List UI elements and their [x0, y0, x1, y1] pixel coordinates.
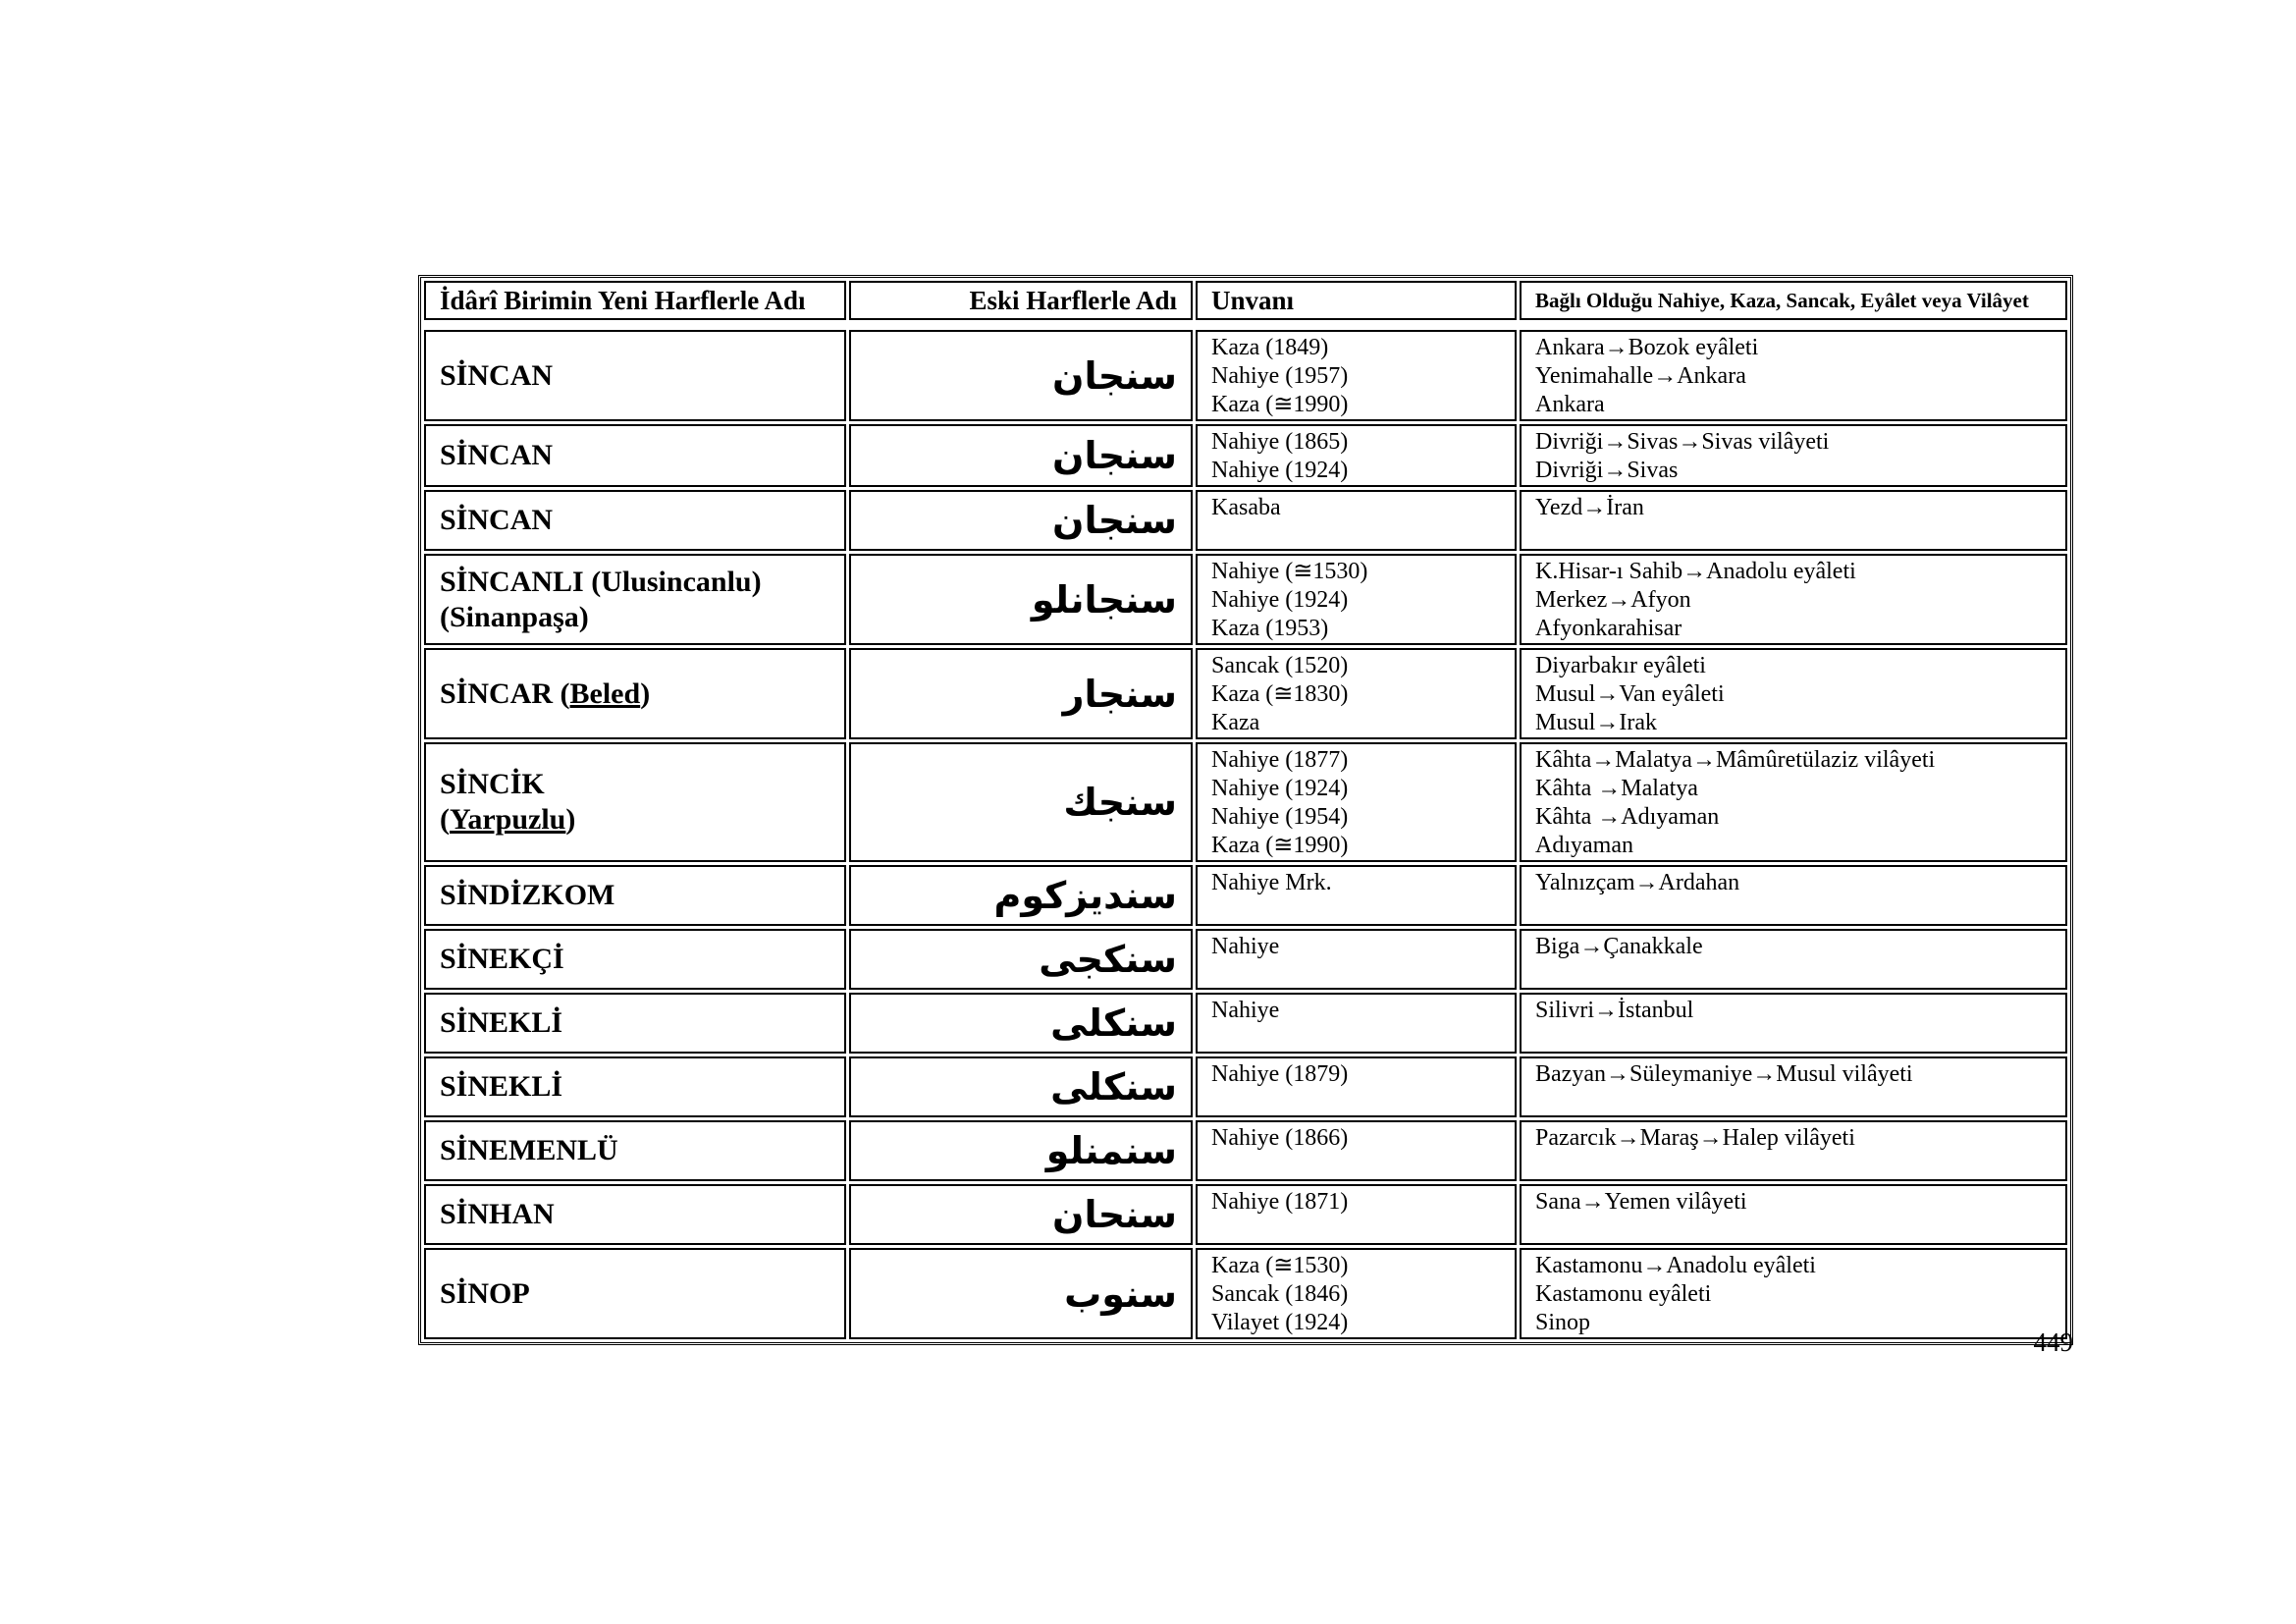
old-name-cell: سنكلى — [849, 993, 1193, 1054]
name-underlined: Yarpuzlu — [450, 803, 566, 836]
table-row — [424, 330, 2067, 421]
affiliation-line: K.Hisar-ı Sahib→Anadolu eyâleti — [1535, 559, 1856, 584]
new-name-cell: SİNCAN — [424, 424, 846, 487]
affiliation-line: Biga→Çanakkale — [1535, 934, 1703, 959]
affiliation-cell — [1520, 1248, 2067, 1339]
header-new-name: İdârî Birimin Yeni Harflerle Adı — [424, 281, 846, 320]
title-line: Kaza (≅1990) — [1211, 392, 1349, 417]
affiliation-cell — [1520, 424, 2067, 487]
table-row — [424, 929, 2067, 990]
old-name-cell: سنكلى — [849, 1056, 1193, 1117]
title-line: Nahiye (1924) — [1211, 776, 1349, 801]
new-name-cell — [424, 554, 846, 645]
affiliation-line: Kastamonu eyâleti — [1535, 1281, 1712, 1307]
affiliation-line: Divriği→Sivas→Sivas vilâyeti — [1535, 429, 1830, 455]
affiliation-cell — [1520, 993, 2067, 1054]
title-cell — [1196, 865, 1517, 926]
affiliation-line: Kâhta →Malatya — [1535, 776, 1698, 801]
title-line: Nahiye (1924) — [1211, 458, 1349, 483]
title-line: Kaza (≅1830) — [1211, 681, 1349, 707]
title-cell — [1196, 929, 1517, 990]
table-row — [424, 648, 2067, 739]
affiliation-cell — [1520, 554, 2067, 645]
old-name-cell: سنجار — [849, 648, 1193, 739]
title-cell — [1196, 993, 1517, 1054]
affiliation-cell — [1520, 865, 2067, 926]
old-name-cell: سنجان — [849, 330, 1193, 421]
table-row — [424, 1184, 2067, 1245]
affiliation-line: Pazarcık→Maraş→Halep vilâyeti — [1535, 1125, 1855, 1151]
table-row — [424, 554, 2067, 645]
affiliation-cell — [1520, 330, 2067, 421]
title-cell — [1196, 1056, 1517, 1117]
title-line: Nahiye (1866) — [1211, 1125, 1349, 1151]
old-name-cell: سنديزكوم — [849, 865, 1193, 926]
affiliation-line: Yenimahalle→Ankara — [1535, 363, 1746, 389]
affiliation-line: Sinop — [1535, 1310, 1591, 1335]
affiliation-line: Sana→Yemen vilâyeti — [1535, 1189, 1747, 1215]
new-name-cell: SİNDİZKOM — [424, 865, 846, 926]
affiliation-line: Musul→Van eyâleti — [1535, 681, 1725, 707]
affiliation-cell — [1520, 490, 2067, 551]
new-name-cell: SİNCAN — [424, 490, 846, 551]
table-header-row — [424, 281, 2067, 320]
header-old-name: Eski Harflerle Adı — [849, 281, 1193, 320]
title-cell — [1196, 330, 1517, 421]
old-name-cell: سنجان — [849, 424, 1193, 487]
affiliation-cell — [1520, 1184, 2067, 1245]
title-cell — [1196, 1248, 1517, 1339]
title-line: Nahiye (1957) — [1211, 363, 1349, 389]
title-line: Sancak (1520) — [1211, 653, 1349, 678]
old-name-cell: سنجك — [849, 742, 1193, 862]
title-line: Kaza — [1211, 710, 1260, 735]
affiliation-cell — [1520, 1120, 2067, 1181]
name-prefix: ( — [440, 803, 450, 836]
name-suffix: ) — [565, 803, 576, 836]
title-line: Kasaba — [1211, 495, 1281, 520]
table-row — [424, 1056, 2067, 1117]
page-number: 449 — [2033, 1327, 2073, 1357]
new-name-cell: SİNHAN — [424, 1184, 846, 1245]
name-suffix: ) — [640, 677, 651, 710]
old-name-cell: سنجان — [849, 490, 1193, 551]
table-row — [424, 1248, 2067, 1339]
title-cell — [1196, 554, 1517, 645]
gazetteer-table — [418, 275, 2073, 1345]
table-row — [424, 993, 2067, 1054]
old-name-cell: سنكجى — [849, 929, 1193, 990]
old-name-cell: سنوب — [849, 1248, 1193, 1339]
name-prefix: SİNCAR ( — [440, 677, 570, 710]
title-line: Nahiye (1879) — [1211, 1061, 1349, 1087]
title-line: Nahiye (1877) — [1211, 747, 1349, 773]
title-line: Nahiye Mrk. — [1211, 870, 1332, 895]
title-line: Nahiye (1954) — [1211, 804, 1349, 830]
header-affiliation: Bağlı Olduğu Nahiye, Kaza, Sancak, Eyâlet veya Vilâyet — [1520, 281, 2067, 320]
title-cell — [1196, 424, 1517, 487]
affiliation-line: Adıyaman — [1535, 833, 1633, 858]
name-underlined: Beled — [569, 677, 641, 710]
title-cell — [1196, 1120, 1517, 1181]
title-line: Nahiye — [1211, 934, 1280, 959]
title-line: Nahiye (1865) — [1211, 429, 1349, 455]
affiliation-cell — [1520, 929, 2067, 990]
new-name-cell: SİNEKLİ — [424, 1056, 846, 1117]
affiliation-line: Silivri→İstanbul — [1535, 998, 1694, 1023]
title-line: Nahiye — [1211, 998, 1280, 1023]
old-name-cell: سنمنلو — [849, 1120, 1193, 1181]
header-title: Unvanı — [1196, 281, 1517, 320]
affiliation-line: Yezd→İran — [1535, 495, 1644, 520]
new-name-line: SİNCİK — [440, 768, 545, 800]
title-cell — [1196, 490, 1517, 551]
title-line: Sancak (1846) — [1211, 1281, 1349, 1307]
new-name-line: (Sinanpaşa) — [440, 600, 589, 633]
affiliation-line: Kâhta→Malatya→Mâmûretülaziz vilâyeti — [1535, 747, 1936, 773]
title-line: Vilayet (1924) — [1211, 1310, 1349, 1335]
table-row — [424, 424, 2067, 487]
new-name-cell: SİNOP — [424, 1248, 846, 1339]
table-row — [424, 1120, 2067, 1181]
title-line: Nahiye (1924) — [1211, 587, 1349, 613]
affiliation-line: Kâhta →Adıyaman — [1535, 804, 1720, 830]
affiliation-line: Afyonkarahisar — [1535, 616, 1682, 641]
title-line: Kaza (≅1990) — [1211, 833, 1349, 858]
old-name-cell: سنحان — [849, 1184, 1193, 1245]
old-name-cell: سنجانلو — [849, 554, 1193, 645]
table-row — [424, 490, 2067, 551]
affiliation-line: Bazyan→Süleymaniye→Musul vilâyeti — [1535, 1061, 1913, 1087]
title-line: Kaza (1849) — [1211, 335, 1329, 360]
affiliation-cell — [1520, 742, 2067, 862]
affiliation-line: Diyarbakır eyâleti — [1535, 653, 1706, 678]
new-name-cell: SİNEMENLÜ — [424, 1120, 846, 1181]
affiliation-line: Ankara — [1535, 392, 1605, 417]
title-cell — [1196, 648, 1517, 739]
new-name-cell — [424, 648, 846, 739]
affiliation-line: Ankara→Bozok eyâleti — [1535, 335, 1759, 360]
affiliation-line: Yalnızçam→Ardahan — [1535, 870, 1740, 895]
affiliation-line: Divriği→Sivas — [1535, 458, 1679, 483]
title-line: Nahiye (≅1530) — [1211, 559, 1368, 584]
new-name-cell: SİNCAN — [424, 330, 846, 421]
table-row — [424, 865, 2067, 926]
affiliation-cell — [1520, 648, 2067, 739]
affiliation-line: Merkez→Afyon — [1535, 587, 1691, 613]
title-line: Kaza (≅1530) — [1211, 1253, 1349, 1278]
affiliation-cell — [1520, 1056, 2067, 1117]
title-line: Kaza (1953) — [1211, 616, 1329, 641]
title-cell — [1196, 1184, 1517, 1245]
affiliation-line: Kastamonu→Anadolu eyâleti — [1535, 1253, 1816, 1278]
new-name-cell: SİNEKÇİ — [424, 929, 846, 990]
table-row — [424, 742, 2067, 862]
new-name-cell: SİNEKLİ — [424, 993, 846, 1054]
title-cell — [1196, 742, 1517, 862]
new-name-cell — [424, 742, 846, 862]
title-line: Nahiye (1871) — [1211, 1189, 1349, 1215]
affiliation-line: Musul→Irak — [1535, 710, 1657, 735]
new-name-line: SİNCANLI (Ulusincanlu) — [440, 565, 762, 598]
